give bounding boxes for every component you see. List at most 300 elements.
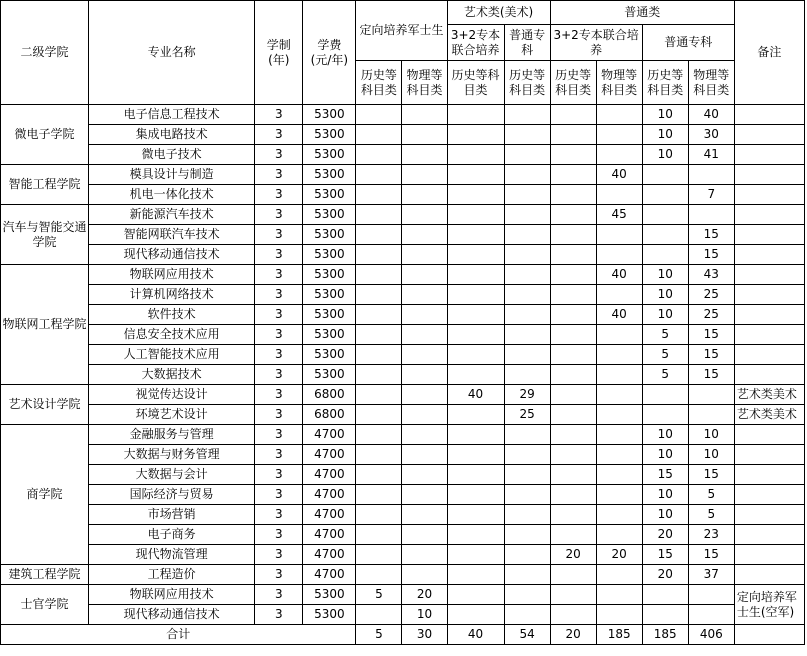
quota-cell [402,425,447,445]
major-cell: 金融服务与管理 [89,425,255,445]
remark-cell [734,225,804,245]
duration-cell: 3 [255,545,303,565]
quota-cell [504,245,550,265]
quota-cell [504,425,550,445]
quota-cell [447,405,504,425]
quota-cell [550,525,596,545]
quota-cell [550,105,596,125]
quota-cell [447,345,504,365]
fee-cell: 5300 [303,605,356,625]
table-row [1,225,805,245]
quota-cell [447,525,504,545]
quota-cell [447,225,504,245]
quota-cell [447,285,504,305]
quota-cell: 40 [447,385,504,405]
duration-cell: 3 [255,205,303,225]
remark-cell [734,305,804,325]
total-cell: 185 [596,625,642,645]
remark-cell: 艺术类美术 [734,385,804,405]
total-cell: 20 [550,625,596,645]
quota-cell: 40 [596,265,642,285]
table-row [1,565,805,585]
table-row [1,525,805,545]
duration-cell: 3 [255,445,303,465]
major-cell: 环境艺术设计 [89,405,255,425]
quota-cell: 25 [504,405,550,425]
quota-cell: 45 [596,205,642,225]
duration-cell: 3 [255,425,303,445]
major-cell: 机电一体化技术 [89,185,255,205]
phys-header: 物理等科目类 [688,61,734,105]
quota-cell: 30 [688,125,734,145]
fee-cell: 5300 [303,205,356,225]
fee-cell: 6800 [303,385,356,405]
quota-cell [356,165,402,185]
quota-cell [402,285,447,305]
quota-cell [356,385,402,405]
remark-cell [734,345,804,365]
quota-cell [402,185,447,205]
quota-cell: 10 [642,105,688,125]
duration-cell: 3 [255,565,303,585]
quota-cell [550,425,596,445]
phys-header: 物理等科目类 [596,61,642,105]
fee-cell: 6800 [303,405,356,425]
quota-cell: 15 [688,545,734,565]
major-cell: 大数据技术 [89,365,255,385]
duration-cell: 3 [255,225,303,245]
quota-cell [550,125,596,145]
college-cell: 商学院 [1,425,89,565]
phys-header: 物理等科目类 [402,61,447,105]
duration-cell: 3 [255,185,303,205]
quota-cell: 43 [688,265,734,285]
remark-cell [734,365,804,385]
duration-cell: 3 [255,265,303,285]
quota-cell: 10 [688,425,734,445]
quota-cell [504,505,550,525]
quota-cell [402,225,447,245]
table-row [1,505,805,525]
quota-cell [504,265,550,285]
quota-cell [447,605,504,625]
remark-cell [734,445,804,465]
quota-cell [504,605,550,625]
quota-cell [550,285,596,305]
table-row [1,465,805,485]
quota-cell [504,465,550,485]
college-cell: 智能工程学院 [1,165,89,205]
table-body [1,105,805,625]
quota-cell [402,205,447,225]
major-cell: 现代移动通信技术 [89,245,255,265]
fee-cell: 4700 [303,565,356,585]
major-cell: 集成电路技术 [89,125,255,145]
quota-cell [550,265,596,285]
college-cell: 微电子学院 [1,105,89,165]
quota-cell [356,245,402,265]
quota-cell [596,285,642,305]
duration-cell: 3 [255,365,303,385]
table-row [1,145,805,165]
quota-cell [447,465,504,485]
duration-cell: 3 [255,585,303,605]
quota-cell [550,505,596,525]
remark-cell [734,425,804,445]
hist-header: 历史等科目类 [504,61,550,105]
major-cell: 物联网应用技术 [89,265,255,285]
quota-cell [447,305,504,325]
quota-cell: 41 [688,145,734,165]
quota-cell [596,405,642,425]
quota-cell: 25 [688,305,734,325]
remark-cell [734,165,804,185]
quota-cell [356,445,402,465]
major-cell: 计算机网络技术 [89,285,255,305]
quota-cell [356,145,402,165]
duration-cell: 3 [255,405,303,425]
major-cell: 模具设计与制造 [89,165,255,185]
major-cell: 视觉传达设计 [89,385,255,405]
total-cell: 5 [356,625,402,645]
college-header: 二级学院 [1,1,89,105]
table-row [1,385,805,405]
remark-cell: 定向培养军士生(空军) [734,585,804,625]
quota-cell [596,425,642,445]
fee-cell: 5300 [303,185,356,205]
fee-cell: 4700 [303,525,356,545]
quota-cell: 25 [688,285,734,305]
quota-cell [596,505,642,525]
quota-cell [642,165,688,185]
college-cell: 士官学院 [1,585,89,625]
quota-cell [504,585,550,605]
quota-cell: 37 [688,565,734,585]
quota-cell [596,145,642,165]
quota-cell [504,225,550,245]
duration-cell: 3 [255,305,303,325]
quota-cell [447,425,504,445]
major-cell: 大数据与会计 [89,465,255,485]
table-row [1,245,805,265]
major-header: 专业名称 [89,1,255,105]
duration-cell: 3 [255,345,303,365]
duration-cell: 3 [255,505,303,525]
fee-cell: 5300 [303,325,356,345]
remark-cell [734,285,804,305]
college-cell: 物联网工程学院 [1,265,89,385]
quota-cell [550,605,596,625]
quota-cell [402,345,447,365]
quota-cell: 20 [550,545,596,565]
quota-cell [447,325,504,345]
quota-cell: 10 [642,445,688,465]
quota-cell [550,245,596,265]
table-row [1,125,805,145]
remark-cell [734,245,804,265]
quota-cell: 20 [642,565,688,585]
hist-header: 历史等科目类 [447,61,504,105]
quota-cell [356,485,402,505]
fee-cell: 5300 [303,145,356,165]
total-remark [734,625,804,645]
duration-cell: 3 [255,125,303,145]
quota-cell: 40 [688,105,734,125]
remark-cell [734,105,804,125]
quota-cell: 40 [596,165,642,185]
quota-cell: 10 [642,265,688,285]
quota-cell [356,105,402,125]
total-cell: 40 [447,625,504,645]
quota-cell [596,345,642,365]
quota-cell: 40 [596,305,642,325]
quota-cell [642,605,688,625]
table-row [1,265,805,285]
quota-cell [550,465,596,485]
quota-cell [356,525,402,545]
major-cell: 智能网联汽车技术 [89,225,255,245]
quota-cell [596,605,642,625]
quota-cell: 5 [688,505,734,525]
quota-cell: 5 [642,325,688,345]
fee-cell: 5300 [303,225,356,245]
college-cell: 建筑工程学院 [1,565,89,585]
fee-cell: 5300 [303,125,356,145]
quota-cell: 23 [688,525,734,545]
quota-cell: 10 [642,485,688,505]
quota-cell: 5 [688,485,734,505]
quota-cell [504,205,550,225]
quota-cell: 10 [642,305,688,325]
quota-cell [356,465,402,485]
quota-cell [550,405,596,425]
remark-cell [734,205,804,225]
quota-cell: 15 [688,365,734,385]
quota-cell [356,265,402,285]
table-row [1,305,805,325]
major-cell: 大数据与财务管理 [89,445,255,465]
quota-cell [447,445,504,465]
quota-cell [596,365,642,385]
quota-cell [356,225,402,245]
quota-cell [356,285,402,305]
quota-cell [596,225,642,245]
remark-cell [734,545,804,565]
quota-cell [550,165,596,185]
quota-cell [504,145,550,165]
quota-cell [356,125,402,145]
quota-cell: 29 [504,385,550,405]
quota-cell [596,385,642,405]
duration-cell: 3 [255,605,303,625]
table-row [1,205,805,225]
quota-cell: 10 [642,125,688,145]
quota-cell [596,125,642,145]
quota-cell [596,485,642,505]
quota-cell [550,585,596,605]
major-cell: 电子商务 [89,525,255,545]
total-cell: 185 [642,625,688,645]
quota-cell [688,605,734,625]
quota-cell [550,345,596,365]
quota-cell [356,205,402,225]
duration-cell: 3 [255,525,303,545]
major-cell: 电子信息工程技术 [89,105,255,125]
quota-cell: 15 [688,345,734,365]
fee-cell: 4700 [303,545,356,565]
major-cell: 微电子技术 [89,145,255,165]
quota-cell [504,525,550,545]
quota-cell [402,485,447,505]
total-row [1,625,805,645]
fee-cell: 5300 [303,345,356,365]
major-cell: 物联网应用技术 [89,585,255,605]
quota-cell [447,145,504,165]
quota-cell [550,385,596,405]
quota-cell [504,545,550,565]
fee-cell: 5300 [303,105,356,125]
quota-cell [642,405,688,425]
quota-cell [504,365,550,385]
quota-cell [402,265,447,285]
major-cell: 新能源汽车技术 [89,205,255,225]
table-row [1,165,805,185]
quota-cell [447,205,504,225]
major-cell: 人工智能技术应用 [89,345,255,365]
fee-cell: 5300 [303,165,356,185]
quota-cell [550,365,596,385]
major-cell: 市场营销 [89,505,255,525]
quota-cell [447,105,504,125]
quota-cell [550,305,596,325]
remark-cell [734,145,804,165]
quota-cell [447,265,504,285]
major-cell: 信息安全技术应用 [89,325,255,345]
quota-cell [504,285,550,305]
table-row [1,405,805,425]
quota-cell: 10 [642,425,688,445]
quota-cell: 5 [642,345,688,365]
quota-cell [642,385,688,405]
quota-cell [447,245,504,265]
quota-cell: 5 [356,585,402,605]
table-row [1,365,805,385]
remark-cell [734,525,804,545]
quota-cell [596,585,642,605]
quota-cell [402,565,447,585]
fee-cell: 4700 [303,505,356,525]
quota-cell [402,445,447,465]
quota-cell [504,165,550,185]
total-cell: 406 [688,625,734,645]
quota-cell [596,245,642,265]
quota-cell: 15 [688,225,734,245]
quota-cell [688,205,734,225]
fee-cell: 5300 [303,305,356,325]
quota-cell [596,445,642,465]
quota-cell [356,325,402,345]
quota-cell: 10 [642,145,688,165]
art-header: 艺术类(美术) [447,1,550,25]
quota-cell [356,565,402,585]
quota-cell [447,545,504,565]
remark-cell [734,125,804,145]
major-cell: 现代物流管理 [89,545,255,565]
table-row [1,425,805,445]
quota-cell [504,305,550,325]
quota-cell: 15 [688,465,734,485]
duration-cell: 3 [255,105,303,125]
quota-cell [642,245,688,265]
quota-cell [402,545,447,565]
quota-cell [402,325,447,345]
quota-cell [550,205,596,225]
college-cell: 艺术设计学院 [1,385,89,425]
quota-cell [596,105,642,125]
remark-cell: 艺术类美术 [734,405,804,425]
duration-cell: 3 [255,385,303,405]
table-row [1,585,805,605]
quota-cell [356,345,402,365]
duration-cell: 3 [255,485,303,505]
quota-cell [356,365,402,385]
quota-cell [550,225,596,245]
quota-cell [596,525,642,545]
quota-cell [550,485,596,505]
quota-cell [550,565,596,585]
total-label: 合计 [1,625,356,645]
quota-cell [504,565,550,585]
quota-cell: 10 [688,445,734,465]
quota-cell [447,365,504,385]
quota-cell [550,325,596,345]
major-cell: 软件技术 [89,305,255,325]
table-row [1,605,805,625]
quota-cell [504,325,550,345]
remark-header: 备注 [734,1,804,105]
quota-cell: 15 [688,245,734,265]
quota-cell [550,185,596,205]
quota-cell: 15 [642,545,688,565]
quota-cell [688,385,734,405]
remark-cell [734,325,804,345]
major-cell: 工程造价 [89,565,255,585]
quota-cell [504,185,550,205]
quota-cell: 10 [402,605,447,625]
duration-cell: 3 [255,245,303,265]
directed-header: 定向培养军士生 [356,1,447,61]
table-row [1,445,805,465]
quota-cell [402,305,447,325]
hist-header: 历史等科目类 [642,61,688,105]
quota-cell: 5 [642,365,688,385]
quota-cell [356,405,402,425]
major-cell: 国际经济与贸易 [89,485,255,505]
quota-cell: 15 [642,465,688,485]
quota-cell: 20 [402,585,447,605]
quota-cell [550,145,596,165]
quota-cell: 20 [596,545,642,565]
quota-cell [447,165,504,185]
quota-cell [504,345,550,365]
quota-cell [504,105,550,125]
quota-cell: 10 [642,285,688,305]
quota-cell [402,385,447,405]
hist-header: 历史等科目类 [550,61,596,105]
quota-cell [402,405,447,425]
quota-cell [356,605,402,625]
fee-cell: 4700 [303,425,356,445]
